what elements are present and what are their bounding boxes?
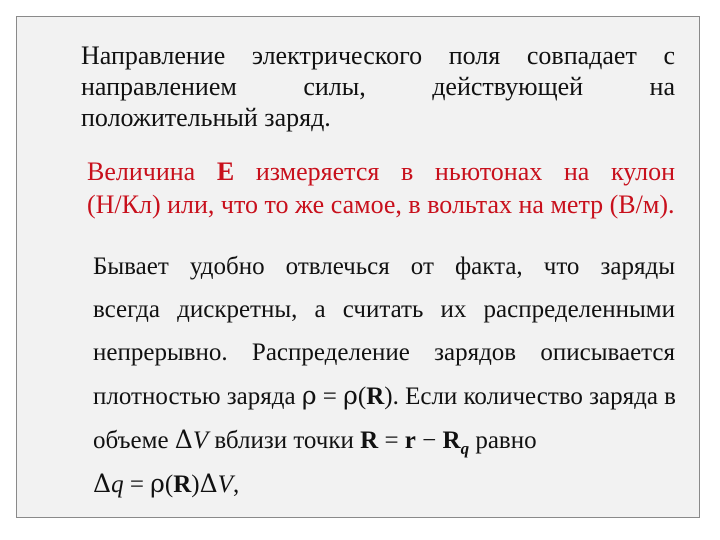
text-fragment: плотностью заряда — [93, 383, 302, 410]
text-line: всегда дискретны, а считать их распределенными — [93, 296, 675, 323]
paragraph-charge-density — [43, 245, 675, 506]
paragraph-field-units — [43, 155, 675, 221]
text-fragment: измеряется в ньютонах на кулон — [234, 157, 676, 186]
text-line: Бывает удобно отвлечься от факта, что заряды — [93, 253, 675, 280]
text-line — [43, 155, 675, 188]
text-fragment: Величина — [87, 157, 217, 186]
volume-symbol: V — [192, 427, 209, 454]
formula-line-volume — [43, 418, 675, 462]
equals-sign: = — [378, 427, 405, 454]
position-vector-r: R — [173, 471, 192, 498]
rho-symbol: ρ — [301, 381, 317, 410]
position-vector-r: R — [366, 383, 385, 410]
paren-open: ( — [357, 383, 367, 410]
paren-open: ( — [164, 471, 174, 498]
rho-symbol: ρ — [343, 381, 358, 410]
minus-sign: − — [415, 427, 443, 454]
text-fragment: ). Если количество заряда в — [384, 383, 676, 410]
charge-index: q — [460, 439, 470, 458]
position-vector-r: R — [360, 427, 379, 454]
equals-sign: = — [316, 383, 344, 410]
text-fragment: равно — [469, 427, 537, 454]
text-line: Направление электрического поля совпадает с — [81, 41, 675, 70]
charge-symbol: q — [111, 471, 124, 498]
text-fragment: вблизи точки — [208, 427, 361, 454]
text-line: (Н/Кл) или, что то же самое, в вольтах на метр (В/м). — [87, 190, 675, 219]
paren-close: ) — [191, 471, 200, 498]
text-fragment: , — [232, 471, 240, 498]
formula-line-charge — [43, 462, 675, 506]
text-fragment: объеме — [93, 427, 175, 454]
paragraph-field-direction — [43, 40, 675, 133]
text-line: непрерывно. Распределение зарядов описывается — [93, 339, 675, 366]
volume-symbol: V — [217, 471, 233, 498]
delta-symbol: Δ — [174, 425, 193, 454]
slide-frame — [16, 16, 700, 518]
text-line: положительный заряд. — [81, 103, 331, 132]
equals-sign: = — [123, 471, 151, 498]
text-line: направлением силы, действующей на — [81, 72, 675, 101]
formula-line-density — [43, 374, 675, 418]
field-symbol-e: E — [216, 157, 235, 186]
delta-symbol: Δ — [93, 469, 112, 498]
delta-symbol: Δ — [199, 469, 218, 498]
radius-vector-r: r — [404, 427, 416, 454]
charge-position-vector: R — [442, 427, 461, 454]
rho-symbol: ρ — [150, 469, 165, 498]
